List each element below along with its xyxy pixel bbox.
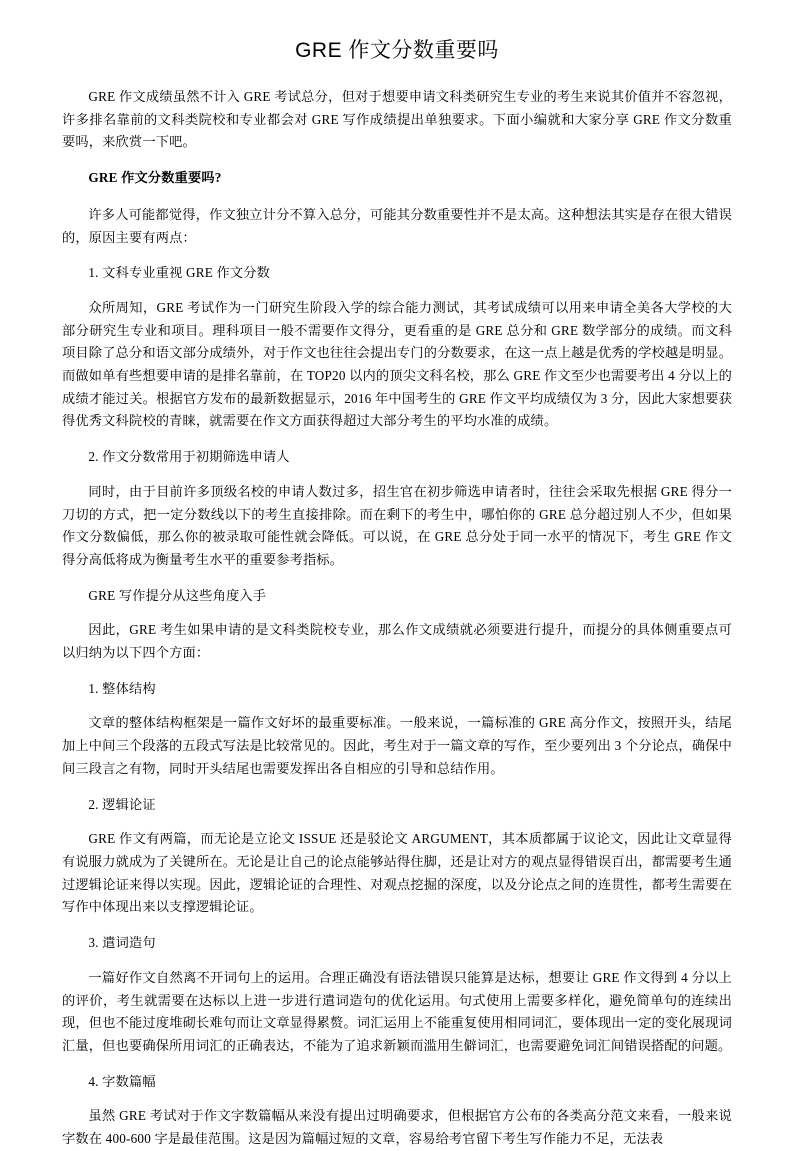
- list-item-4: 2. 逻辑论证: [88, 796, 156, 812]
- paragraph-improve: 因此，GRE 考生如果申请的是文科类院校专业，那么作文成绩就必须要进行提升，而提分的具体侧重要点可以归纳为以下四个方面：: [62, 622, 732, 661]
- intro-paragraph: GRE 作文成绩虽然不计入 GRE 考试总分，但对于想要申请文科类研究生专业的考生来说其价值并不容忽视，许多排名靠前的文科类院校和专业都会对 GRE 写作成绩提出单独要求。下面小编就和大家分享 GRE 作文分数重要吗，来欣赏一下吧。: [62, 89, 732, 150]
- list-item-5: 3. 遣词造句: [88, 935, 156, 951]
- paragraph-liberal-arts: 众所周知，GRE 考试作为一门研究生阶段入学的综合能力测试，其考试成绩可以用来申请全美各大学校的大部分研究生专业和项目。理科项目一般不需要作文得分，更看重的是 GRE 总分和 GRE 数学部分的成绩。而文科项目除了总分和语文部分成绩外，对于作文也往往会提出专门的分数要求，在这一点上越是优秀的学校越是明显。而做如单有些想要申请的是排名靠前，在 TOP20 以内的顶尖文科名校，那么 GRE 作文至少也需要考出 4 分以上的成绩才能过关。根据官方发布的最新数据显示，2016 年中国考生的 GRE 作文平均成绩仅为 3 分，因此大家想要获得优秀文科院校的青睐，就需要在作文方面获得超过大部分考生的平均水准的成绩。: [62, 299, 732, 429]
- list-item-2: 2. 作文分数常用于初期筛选申请人: [88, 449, 290, 465]
- page-title: GRE 作文分数重要吗: [295, 39, 499, 62]
- list-item-6: 4. 字数篇幅: [88, 1073, 156, 1089]
- section-heading-2: GRE 写作提分从这些角度入手: [88, 587, 267, 603]
- paragraph-logic: GRE 作文有两篇，而无论是立论文 ISSUE 还是驳论文 ARGUMENT，其本质都属于议论文，因此让文章显得有说服力就成为了关键所在。无论是让自己的论点能够站得住脚，还是让对方的观点显得错误百出，都需要考生通过逻辑论证来得以实现。因此，逻辑论证的合理性、对观点挖掘的深度，以及分论点之间的连贯性，都考生需要在写作中体现出来以支撑逻辑论证。: [62, 831, 732, 915]
- paragraph-misconception: 许多人可能都觉得，作文独立计分不算入总分，可能其分数重要性并不是太高。这种想法其实是存在很大错误的，原因主要有两点：: [62, 206, 732, 245]
- paragraph-structure: 文章的整体结构框架是一篇作文好坏的最重要标准。一般来说，一篇标准的 GRE 高分作文，按照开头，结尾加上中间三个段落的五段式写法是比较常见的。因此，考生对于一篇文章的写作，至少要列出 3 个分论点，确保中间三段言之有物，同时开头结尾也需要发挥出各自相应的引导和总结作用。: [62, 715, 732, 776]
- paragraph-screening: 同时，由于目前许多顶级名校的申请人数过多，招生官在初步筛选申请者时，往往会采取先根据 GRE 得分一刀切的方式，把一定分数线以下的考生直接排除。而在剩下的考生中，哪怕你的 GRE 总分超过别人不少，但如果作文分数偏低，那么你的被录取可能性就会降低。可以说，在 GRE 总分处于同一水平的情况下，考生 GRE 作文得分高低将成为衡量考生水平的重要参考指标。: [62, 483, 732, 567]
- paragraph-length: 虽然 GRE 考试对于作文字数篇幅从来没有提出过明确要求，但根据官方公布的各类高分范文来看，一般来说字数在 400-600 字是最佳范围。这是因为篇幅过短的文章，容易给考官留下考生写作能力不足，无法表: [62, 1108, 732, 1147]
- paragraph-wording: 一篇好作文自然离不开词句上的运用。合理正确没有语法错误只能算是达标，想要让 GRE 作文得到 4 分以上的评价，考生就需要在达标以上进一步进行遣词造句的优化运用。句式使用上需要多样化，避免简单句的连续出现，但也不能过度堆砌长难句而让文章显得累赘。词汇运用上不能重复使用相同词汇，要体现出一定的变化展现词汇量，但也要确保所用词汇的正确表达，不能为了追求新颖而滥用生僻词汇，也需要避免词汇间错误搭配的问题。: [62, 969, 732, 1053]
- list-item-1: 1. 文科专业重视 GRE 作文分数: [88, 265, 271, 281]
- section-heading-1: GRE 作文分数重要吗?: [88, 170, 222, 186]
- list-item-3: 1. 整体结构: [88, 680, 156, 696]
